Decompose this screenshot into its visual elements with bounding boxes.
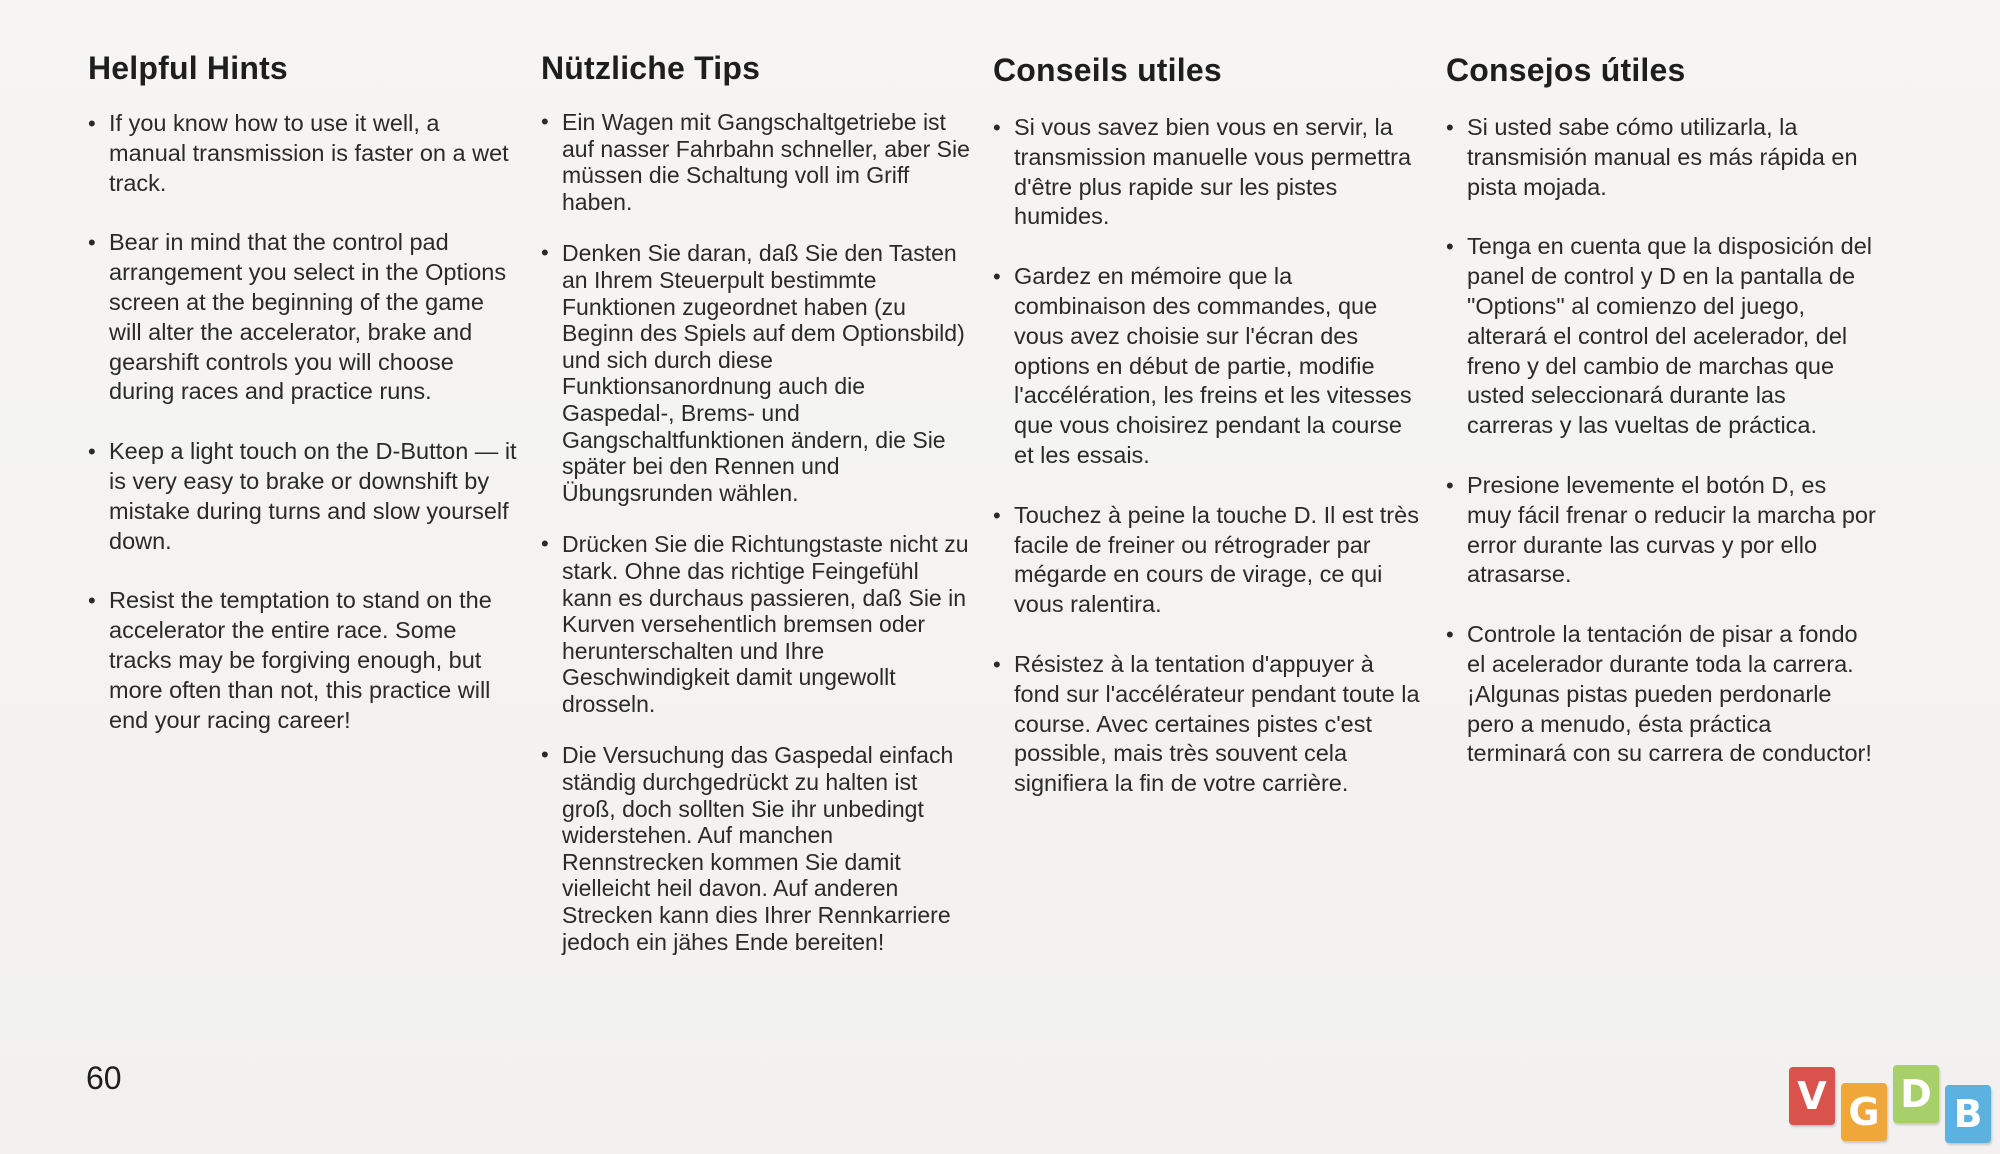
heading-conseils-utiles: Conseils utiles <box>993 52 1222 88</box>
page-number: 60 <box>86 1060 122 1096</box>
hint-item: • Bear in mind that the control pad arrangement you select in the Options screen at the beginning of the game will alter the accelerator, brake and gearshift controls you will choose during races and practice runs. <box>88 228 518 407</box>
hint-list-french <box>993 113 1423 799</box>
hint-item: • Resist the temptation to stand on the accelerator the entire race. Some tracks may be forgiving enough, but more often than not, this practice will end your racing career! <box>88 586 518 735</box>
heading-consejos-utiles: Consejos útiles <box>1446 52 1686 88</box>
hint-item: • Controle la tentación de pisar a fondo el acelerador durante toda la carrera. ¡Algunas pistas pueden perdonarle pero a menudo, ésta práctica terminará con su carrera de conductor! <box>1446 620 1876 769</box>
vgdb-watermark-logo <box>1789 1065 1985 1145</box>
heading-nuetzliche-tips: Nützliche Tips <box>541 50 761 86</box>
column-spanish <box>1446 50 1876 799</box>
hint-list-english <box>88 109 518 735</box>
hint-item: • If you know how to use it well, a manual transmission is faster on a wet track. <box>88 109 518 198</box>
hint-item: • Résistez à la tentation d'appuyer à fond sur l'accélérateur pendant toute la course. Avec certaines pistes c'est possible, mais très souvent cela signifiera la fin de votre carrière. <box>993 650 1423 799</box>
hint-item: • Touchez à peine la touche D. Il est très facile de freiner ou rétrograder par mégarde en cours de virage, ce qui vous ralentira. <box>993 501 1423 620</box>
hint-item: • Ein Wagen mit Gangschaltgetriebe ist auf nasser Fahrbahn schneller, aber Sie müssen die Schaltung voll im Griff haben. <box>541 109 971 215</box>
watermark-letter-d: D <box>1893 1065 1939 1123</box>
hint-item: • Drücken Sie die Richtungstaste nicht zu stark. Ohne das richtige Feingefühl kann es durchaus passieren, daß Sie in Kurven versehentlich bremsen oder herunterschalten und Ihre Geschwindigkeit damit ungewollt drosseln. <box>541 531 971 717</box>
hint-item: • Gardez en mémoire que la combinaison des commandes, que vous avez choisie sur l'écran des options en début de partie, modifie l'accélération, les freins et les vitesses que vous choisirez pendant la course et les essais. <box>993 262 1423 471</box>
column-german <box>541 50 971 980</box>
hint-item: • Tenga en cuenta que la disposición del panel de control y D en la pantalla de "Options" al comienzo del juego, alterará el control del acelerador, del freno y del cambio de marchas que usted seleccionará durante las carreras y las vueltas de práctica. <box>1446 232 1876 441</box>
hint-item: • Presione levemente el botón D, es muy fácil frenar o reducir la marcha por error durante las curvas y por ello atrasarse. <box>1446 471 1876 590</box>
hint-list-german <box>541 109 971 955</box>
hint-item: • Si usted sabe cómo utilizarla, la transmisión manual es más rápida en pista mojada. <box>1446 113 1876 202</box>
hint-item: • Si vous savez bien vous en servir, la transmission manuelle vous permettra d'être plus rapide sur les pistes humides. <box>993 113 1423 232</box>
watermark-letter-g: G <box>1841 1083 1887 1141</box>
hint-item: • Keep a light touch on the D-Button — it is very easy to brake or downshift by mistake during turns and slow yourself down. <box>88 437 518 556</box>
heading-helpful-hints: Helpful Hints <box>88 50 288 86</box>
hint-item: • Die Versuchung das Gaspedal einfach ständig durchgedrückt zu halten ist groß, doch sollten Sie ihr unbedingt widerstehen. Auf manchen Rennstrecken kommen Sie damit vielleicht heil davon. Auf anderen Strecken kann dies Ihrer Rennkarriere jedoch ein jähes Ende bereiten! <box>541 742 971 955</box>
column-english <box>88 50 518 765</box>
watermark-letter-b: B <box>1945 1085 1991 1143</box>
hint-list-spanish <box>1446 113 1876 769</box>
column-french <box>993 50 1423 829</box>
watermark-letter-v: V <box>1789 1067 1835 1125</box>
hint-item: • Denken Sie daran, daß Sie den Tasten an Ihrem Steuerpult bestimmte Funktionen zugeordnet haben (zu Beginn des Spiels auf dem Optionsbild) und sich durch diese Funktionsanordnung auch die Gaspedal-, Brems- und Gangschaltfunktionen ändern, die Sie später bei den Rennen und Übungsrunden wählen. <box>541 240 971 506</box>
